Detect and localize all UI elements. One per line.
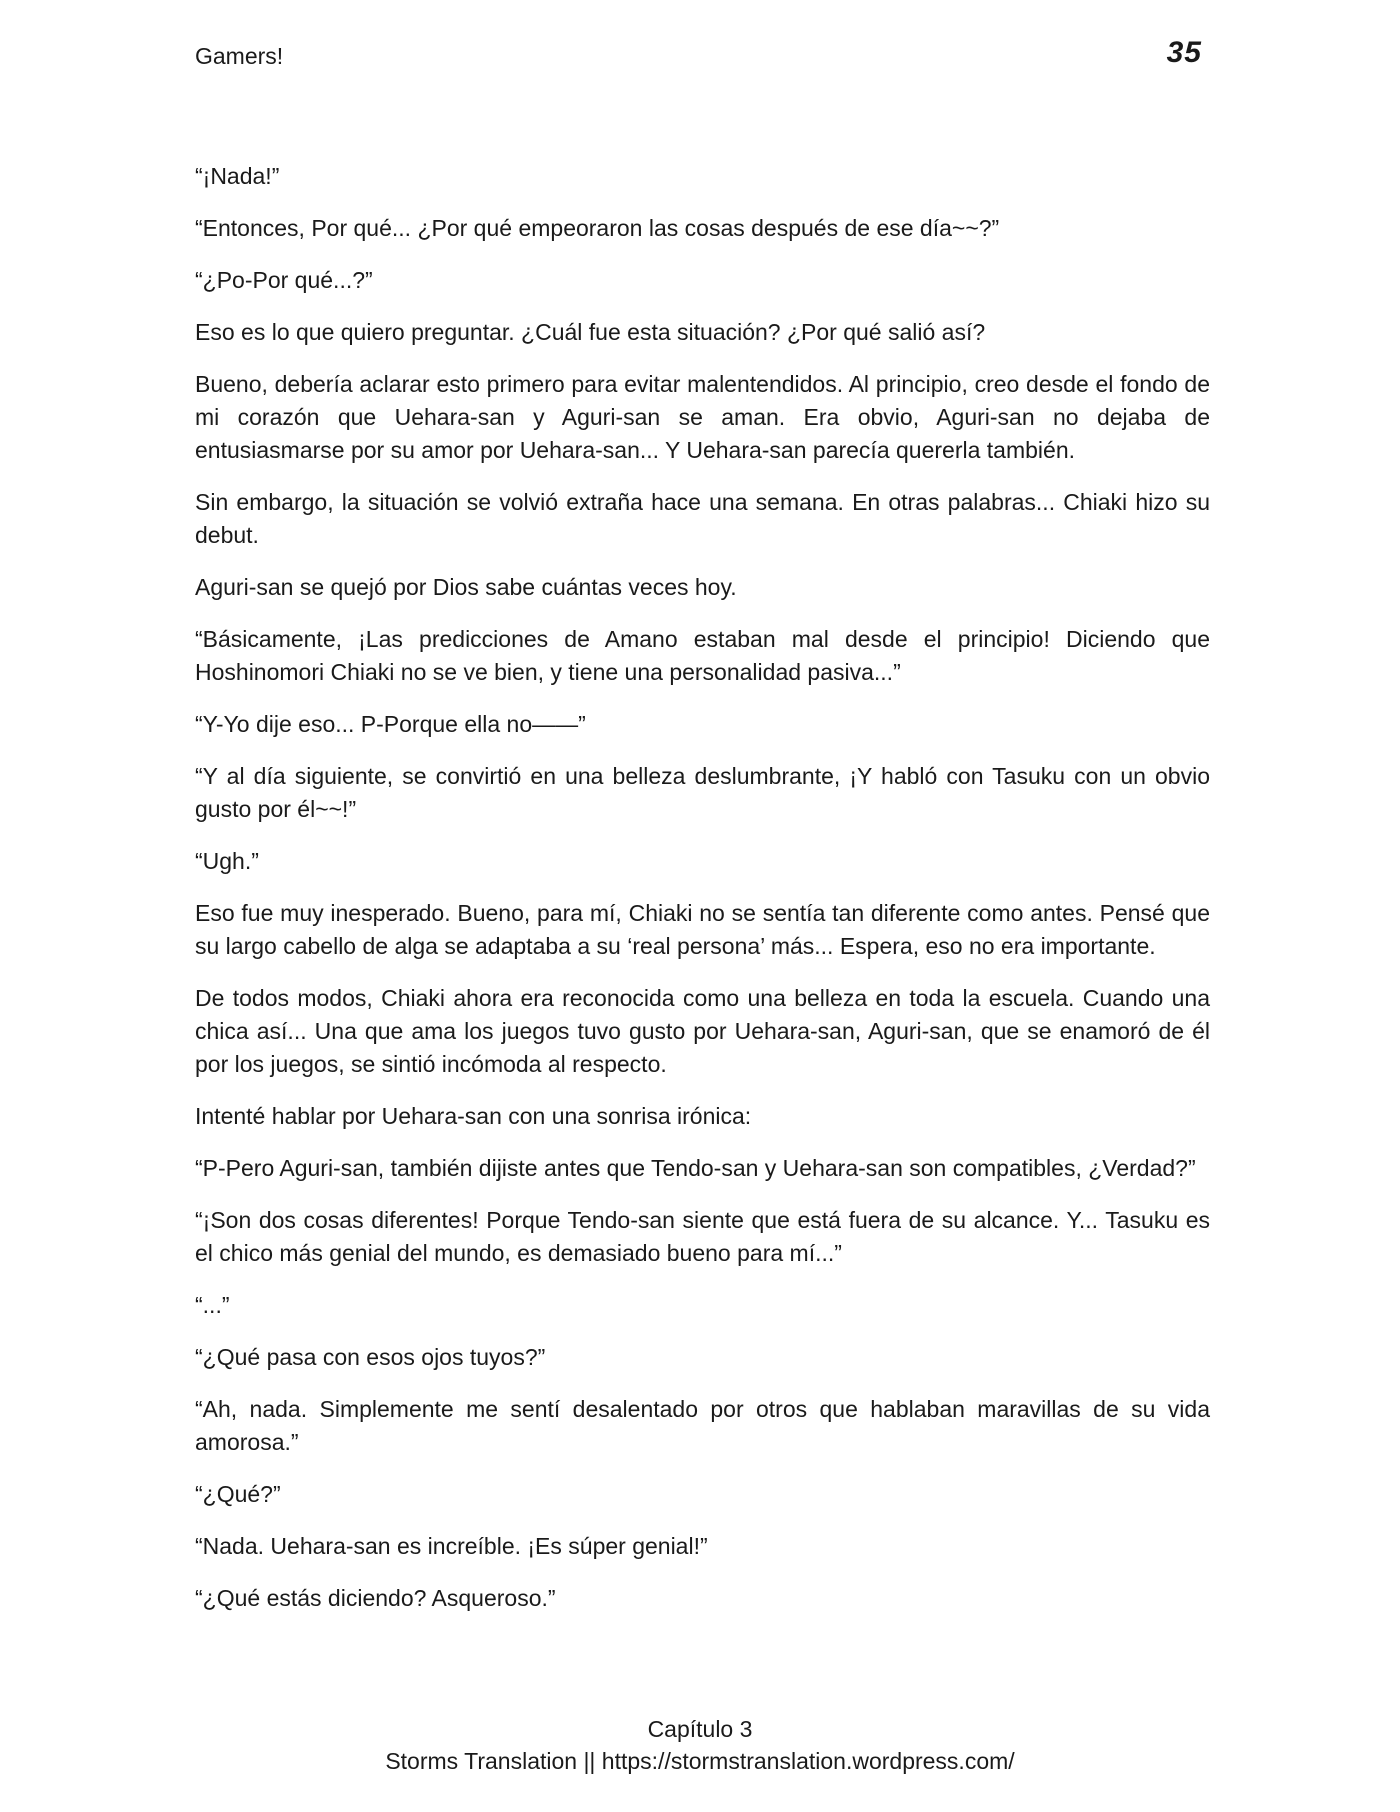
book-title: Gamers! [195,43,284,69]
paragraph: “¿Po-Por qué...?” [195,267,373,293]
paragraph: “Entonces, Por qué... ¿Por qué empeoraron las cosas después de ese día~~?” [195,215,1000,241]
paragraph: “...” [195,1292,230,1318]
page-footer [0,1713,1400,1777]
body-text [195,160,1210,1634]
paragraph: Eso fue muy inesperado. Bueno, para mí, Chiaki no se sentía tan diferente como antes. Pensé que su largo cabello de alga se adaptaba a su ‘real persona’ más... Espera, eso no era importante. [195,900,1210,959]
translation-credit: Storms Translation || https://stormstranslation.wordpress.com/ [385,1748,1015,1774]
paragraph: “Básicamente, ¡Las predicciones de Amano estaban mal desde el principio! Diciendo que Hoshinomori Chiaki no se ve bien, y tiene una personalidad pasiva...” [195,626,1210,685]
paragraph: Bueno, debería aclarar esto primero para evitar malentendidos. Al principio, creo desde el fondo de mi corazón que Uehara-san y Aguri-san se aman. Era obvio, Aguri-san no dejaba de entusiasmarse por su amor por Uehara-san... Y Uehara-san parecía quererla también. [195,371,1210,463]
paragraph: Eso es lo que quiero preguntar. ¿Cuál fue esta situación? ¿Por qué salió así? [195,319,986,345]
paragraph: Aguri-san se quejó por Dios sabe cuántas veces hoy. [195,574,737,600]
paragraph: De todos modos, Chiaki ahora era reconocida como una belleza en toda la escuela. Cuando una chica así... Una que ama los juegos tuvo gusto por Uehara-san, Aguri-san, que se enamoró de él por los juegos, se sintió incómoda al respecto. [195,985,1210,1077]
paragraph: “Y al día siguiente, se convirtió en una belleza deslumbrante, ¡Y habló con Tasuku con un obvio gusto por él~~!” [195,763,1210,822]
paragraph: “¿Qué estás diciendo? Asqueroso.” [195,1585,556,1611]
chapter-label: Capítulo 3 [647,1716,753,1742]
paragraph: Sin embargo, la situación se volvió extraña hace una semana. En otras palabras... Chiaki hizo su debut. [195,489,1210,548]
paragraph: “Y-Yo dije eso... P-Porque ella no——” [195,711,586,737]
paragraph: “¡Nada!” [195,163,280,189]
paragraph: “Ah, nada. Simplemente me sentí desalentado por otros que hablaban maravillas de su vida amorosa.” [195,1396,1210,1455]
paragraph: “¿Qué pasa con esos ojos tuyos?” [195,1344,546,1370]
paragraph: Intenté hablar por Uehara-san con una sonrisa irónica: [195,1103,752,1129]
paragraph: “¿Qué?” [195,1481,281,1507]
page-header [195,38,1210,78]
paragraph: “Nada. Uehara-san es increíble. ¡Es súper genial!” [195,1533,708,1559]
paragraph: “P-Pero Aguri-san, también dijiste antes que Tendo-san y Uehara-san son compatibles, ¿Verdad?” [195,1155,1196,1181]
paragraph: “Ugh.” [195,848,259,874]
paragraph: “¡Son dos cosas diferentes! Porque Tendo-san siente que está fuera de su alcance. Y... Tasuku es el chico más genial del mundo, es demasiado bueno para mí...” [195,1207,1210,1266]
page-number: 35 [1166,36,1202,69]
